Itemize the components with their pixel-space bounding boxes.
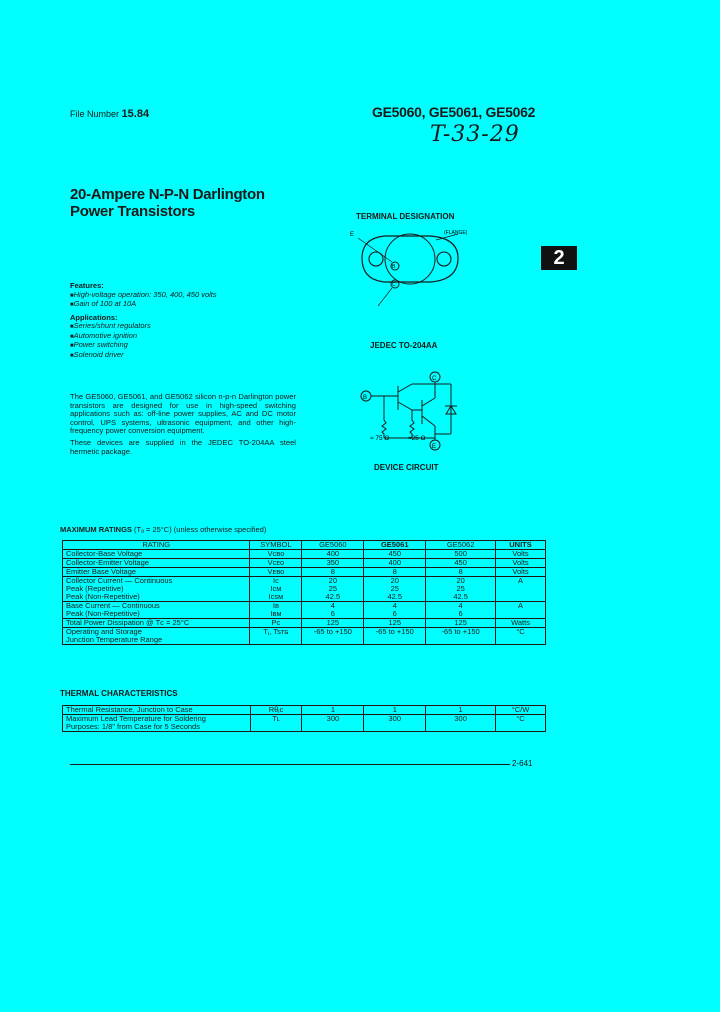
cell-v3: 125	[426, 619, 496, 628]
device-circuit-diagram	[356, 368, 466, 454]
features-list	[70, 291, 217, 310]
max-ratings-body	[63, 550, 546, 645]
cell-v2: 4 6	[364, 602, 426, 619]
section-tab-badge: 2	[541, 246, 577, 270]
terminal-label-c: C	[392, 282, 396, 288]
cell-rating: Operating and Storage Junction Temperature Range	[63, 628, 250, 645]
file-number-label: File Number	[70, 109, 120, 119]
cell-symbol: Tⱼ, Tsᴛɢ	[250, 628, 302, 645]
cell-v1: 300	[302, 715, 364, 732]
cell-rating: Collector Current — Continuous Peak (Repetitive) Peak (Non-Repetitive)	[63, 577, 250, 602]
resistor-2	[410, 410, 414, 438]
cell-v1: 4 6	[302, 602, 364, 619]
cell-units: Volts	[496, 568, 546, 577]
cell-v3: 1	[426, 706, 496, 715]
applications-heading: Applications:	[70, 312, 118, 322]
cell-rating: Total Power Dissipation @ Tᴄ = 25°C	[63, 619, 250, 628]
cell-rating: Collector-Base Voltage	[63, 550, 250, 559]
cell-units: Volts	[496, 559, 546, 568]
features-block	[70, 278, 217, 360]
cell-units: °C	[496, 628, 546, 645]
table-row	[63, 602, 546, 619]
resistor-1	[382, 396, 386, 438]
cell-v2: 400	[364, 559, 426, 568]
cell-v3: 500	[426, 550, 496, 559]
cell-symbol: Iʙ Iʙᴍ	[250, 602, 302, 619]
cell-rating: Collector-Emitter Voltage	[63, 559, 250, 568]
cell-units: Volts	[496, 550, 546, 559]
features-heading: Features:	[70, 281, 104, 290]
application-item: ■ Solenoid driver	[70, 351, 217, 361]
cell-v1: -65 to +150	[302, 628, 364, 645]
resistor-1-value: ≈ 75 Ω	[370, 435, 390, 442]
package-cap	[385, 234, 435, 284]
cell-rating: Emitter Base Voltage	[63, 568, 250, 577]
cell-symbol: Rθⱼᴄ	[250, 706, 302, 715]
package-outline	[362, 236, 458, 282]
cell-units: °C/W	[496, 706, 546, 715]
page-number: 2-641	[512, 759, 533, 768]
cell-symbol: Iᴄ Iᴄᴍ Iᴄsᴍ	[250, 577, 302, 602]
cell-units: Watts	[496, 619, 546, 628]
device-circuit-title: DEVICE CIRCUIT	[374, 463, 439, 472]
part-numbers: GE5060, GE5061, GE5062	[372, 104, 536, 120]
col-header-units: UNITS	[496, 541, 546, 550]
cell-v2: 450	[364, 550, 426, 559]
cell-v1: 1	[302, 706, 364, 715]
terminal-designation-title: TERMINAL DESIGNATION	[356, 212, 455, 221]
cell-v3: 300	[426, 715, 496, 732]
mounting-hole-right	[437, 252, 451, 266]
title-line-1: 20-Ampere N-P-N Darlington	[70, 186, 265, 203]
cell-v2: 1	[364, 706, 426, 715]
feature-item: ■ Gain of 100 at 10A	[70, 300, 217, 310]
cell-v1: 8	[302, 568, 364, 577]
terminal-label-flange: (FLANGE)	[444, 230, 468, 236]
circuit-label-b: B	[363, 395, 368, 401]
max-ratings-title	[60, 525, 266, 534]
cell-v2: 125	[364, 619, 426, 628]
applications-list	[70, 322, 217, 360]
cell-units: °C	[496, 715, 546, 732]
cell-v3: -65 to +150	[426, 628, 496, 645]
cell-rating: Maximum Lead Temperature for Soldering Purposes: 1/8" from Case for 5 Seconds	[63, 715, 251, 732]
cell-v2: 20 25 42.5	[364, 577, 426, 602]
cell-symbol: Vᴇʙᴏ	[250, 568, 302, 577]
cell-v1: 125	[302, 619, 364, 628]
description-paragraph-2: These devices are supplied in the JEDEC TO-204AA steel hermetic package.	[70, 437, 296, 456]
resistor-2-value: ≈25 Ω	[408, 435, 426, 442]
cell-v2: 8	[364, 568, 426, 577]
cell-v1: 20 25 42.5	[302, 577, 364, 602]
max-ratings-condition: (Tₐ = 25°C) (unless otherwise specified)	[134, 525, 267, 534]
cell-v1: 400	[302, 550, 364, 559]
cell-v3: 8	[426, 568, 496, 577]
cell-v3: 450	[426, 559, 496, 568]
jedec-package-label: JEDEC TO-204AA	[370, 341, 438, 350]
cell-v1: 350	[302, 559, 364, 568]
cell-rating: Thermal Resistance, Junction to Case	[63, 706, 251, 715]
cell-v3: 4 6	[426, 602, 496, 619]
table-row	[63, 628, 546, 645]
max-ratings-heading: MAXIMUM RATINGS	[60, 525, 132, 534]
footer-divider	[70, 764, 510, 765]
col-header-ge5062: GE5062	[426, 541, 496, 550]
thermal-title: THERMAL CHARACTERISTICS	[60, 689, 178, 698]
cell-symbol: Vᴄʙᴏ	[250, 550, 302, 559]
col-header-ge5060: GE5060	[302, 541, 364, 550]
application-item: ■ Series/shunt regulators	[70, 322, 217, 332]
thermal-table	[62, 705, 546, 732]
cell-symbol: Tʟ	[250, 715, 302, 732]
cell-v2: -65 to +150	[364, 628, 426, 645]
cell-v2: 300	[364, 715, 426, 732]
circuit-label-e: E	[432, 444, 437, 450]
col-header-symbol: SYMBOL	[250, 541, 302, 550]
to204-package-diagram	[340, 222, 480, 314]
feature-item: ■ High-voltage operation: 350, 400, 450 volts	[70, 291, 217, 301]
file-number-value: 15.84	[121, 108, 150, 120]
terminal-label-e: E	[350, 232, 355, 238]
cell-units: A	[496, 577, 546, 602]
application-item: ■ Power switching	[70, 341, 217, 351]
page-title	[70, 186, 265, 220]
title-line-2: Power Transistors	[70, 203, 195, 220]
max-ratings-table	[62, 540, 546, 645]
thermal-body	[63, 706, 546, 732]
cell-v3: 20 25 42.5	[426, 577, 496, 602]
table-row	[63, 577, 546, 602]
cell-rating: Base Current — Continuous Peak (Non-Repetitive)	[63, 602, 250, 619]
cell-symbol: Vᴄᴇᴏ	[250, 559, 302, 568]
circuit-label-c: C	[432, 376, 437, 382]
cell-units: A	[496, 602, 546, 619]
description-paragraph-1: The GE5060, GE5061, and GE5062 silicon n-p-n Darlington power transistors are designed for use in high-speed switching applications such as: off-line power supplies, AC and DC motor control, UPS systems, ultrasonic equipment, and other high-frequency power conversion equipment.	[70, 392, 296, 436]
description	[70, 393, 296, 459]
application-item: ■ Automotive ignition	[70, 332, 217, 342]
table-row	[63, 715, 546, 732]
col-header-rating: RATING	[63, 541, 250, 550]
cell-symbol: Pᴄ	[250, 619, 302, 628]
file-number	[70, 108, 149, 120]
handwritten-code: T-33-29	[430, 122, 520, 147]
terminal-label-b: B	[392, 264, 396, 270]
col-header-ge5061: GE5061	[364, 541, 426, 550]
